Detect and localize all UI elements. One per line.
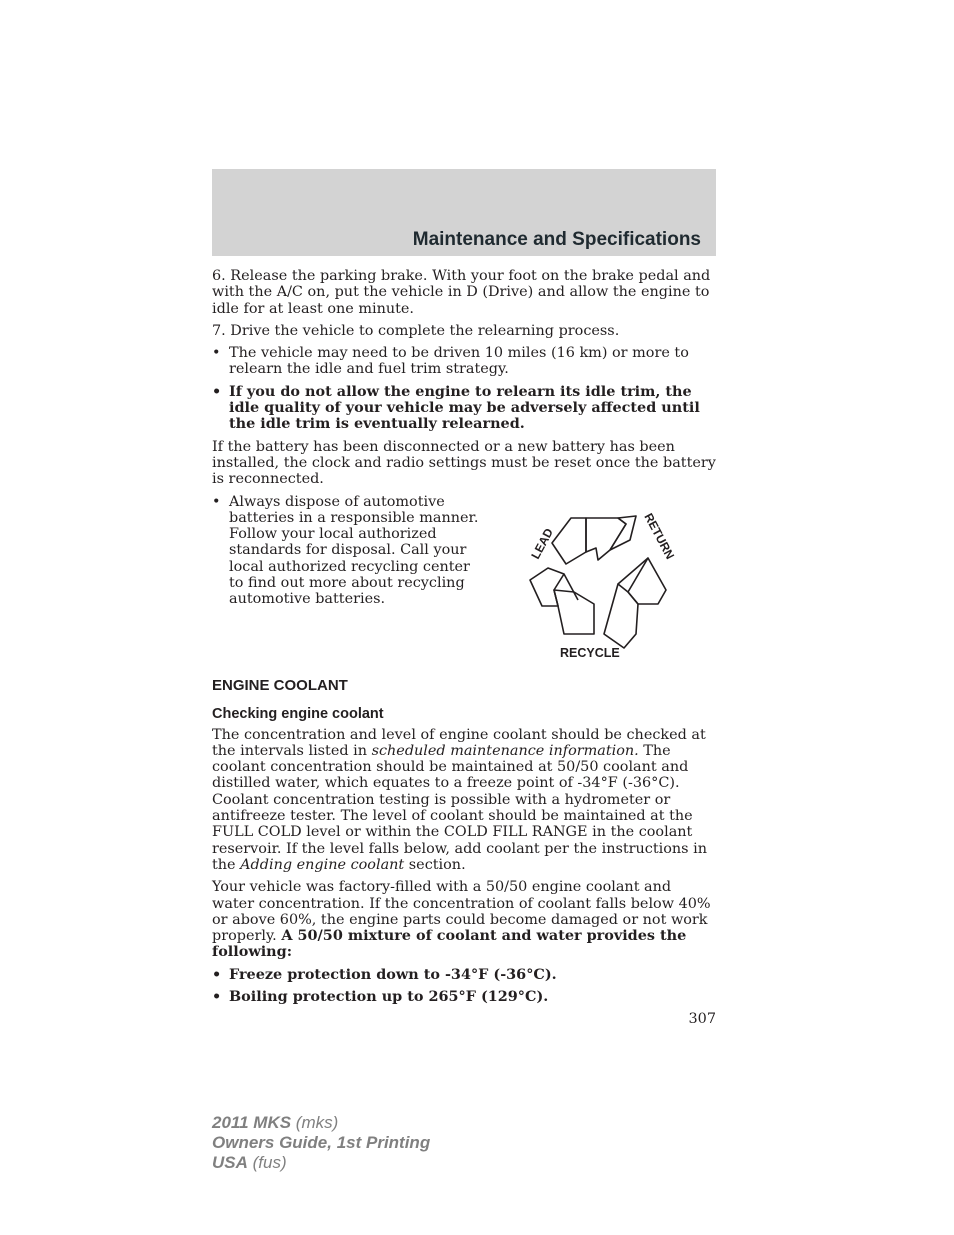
- bullet-text: The vehicle may need to be driven 10 miles (16 km) or more to relearn the idle and fuel trim strategy.: [229, 345, 689, 378]
- bullet-dot: •: [212, 965, 222, 983]
- section-header: [212, 169, 716, 256]
- bullet-text: Always dispose of automotive batteries in a responsible manner. Follow your local authorized standards for disposal. Call your local authorized recycling center to find out more about recycling automotive batteries.: [229, 493, 479, 608]
- bullet-text: Freeze protection down to -34°F (-36°C).: [229, 965, 557, 983]
- coolant-paragraph-2: Your vehicle was factory-filled with a 50/50 engine coolant and water concentration. If the concentration of coolant falls below 40% or above 60%, the engine parts could become damaged or not work properly. A 50/50 mixture of coolant and water provides the following:: [212, 879, 711, 961]
- return-label: RETURN: [641, 510, 678, 562]
- bullet-dot: •: [212, 382, 222, 400]
- bullet-freeze-protection: [212, 967, 716, 983]
- document-footer: [212, 1113, 430, 1173]
- footer-line-3: USA (fus): [212, 1153, 287, 1172]
- step-6: 6. Release the parking brake. With your foot on the brake pedal and with the A/C on, put the vehicle in D (Drive) and allow the engine to idle for at least one minute.: [212, 268, 711, 317]
- bullet-idle-warning: [212, 384, 716, 433]
- lead-label: LEAD: [528, 525, 556, 561]
- adding-coolant-ref: Adding engine coolant: [240, 856, 405, 873]
- section-title: Maintenance and Specifications: [412, 229, 701, 250]
- page-content: [212, 268, 716, 1028]
- mixture-statement: A 50/50 mixture of coolant and water provides the following:: [212, 927, 687, 961]
- bullet-dot: •: [212, 345, 221, 362]
- bullet-relearn-distance: [212, 345, 716, 378]
- footer-line-2: Owners Guide, 1st Printing: [212, 1133, 431, 1152]
- recycle-label: RECYCLE: [560, 645, 620, 660]
- battery-paragraph: If the battery has been disconnected or a new battery has been installed, the clock and radio settings must be reset once the battery is reconnected.: [212, 438, 716, 488]
- bullet-boiling-protection: [212, 989, 716, 1005]
- scheduled-maintenance-ref: scheduled maintenance information.: [371, 742, 639, 759]
- bullet-battery-disposal: [212, 494, 479, 608]
- bullet-text: If you do not allow the engine to relearn its idle trim, the idle quality of your vehicle may be adversely affected until the idle trim is eventually relearned.: [229, 382, 700, 433]
- coolant-paragraph-1: The concentration and level of engine coolant should be checked at the intervals listed in scheduled maintenance information. The coolant concentration should be maintained at 50/50 coolant and distilled water, which equates to a freeze point of -34°F (-36°C). Coolant concentration testing is possible with a hydrometer or antifreeze tester. The level of coolant should be maintained at the FULL COLD level or within the COLD FILL RANGE in the coolant reservoir. If the level falls below, add coolant per the instructions in the Adding engine coolant section.: [212, 726, 707, 873]
- engine-coolant-heading: ENGINE COOLANT: [212, 676, 348, 694]
- bullet-dot: •: [212, 988, 222, 1006]
- recycle-section: [212, 494, 716, 664]
- footer-line-1: 2011 MKS (mks): [212, 1113, 339, 1132]
- page-number: 307: [688, 1011, 716, 1028]
- bullet-text: Boiling protection up to 265°F (129°C).: [229, 988, 549, 1006]
- step-7: 7. Drive the vehicle to complete the relearning process.: [212, 322, 620, 339]
- checking-coolant-subheading: Checking engine coolant: [212, 705, 384, 722]
- bullet-dot: •: [212, 493, 221, 510]
- lead-recycle-symbol-icon: [506, 502, 696, 662]
